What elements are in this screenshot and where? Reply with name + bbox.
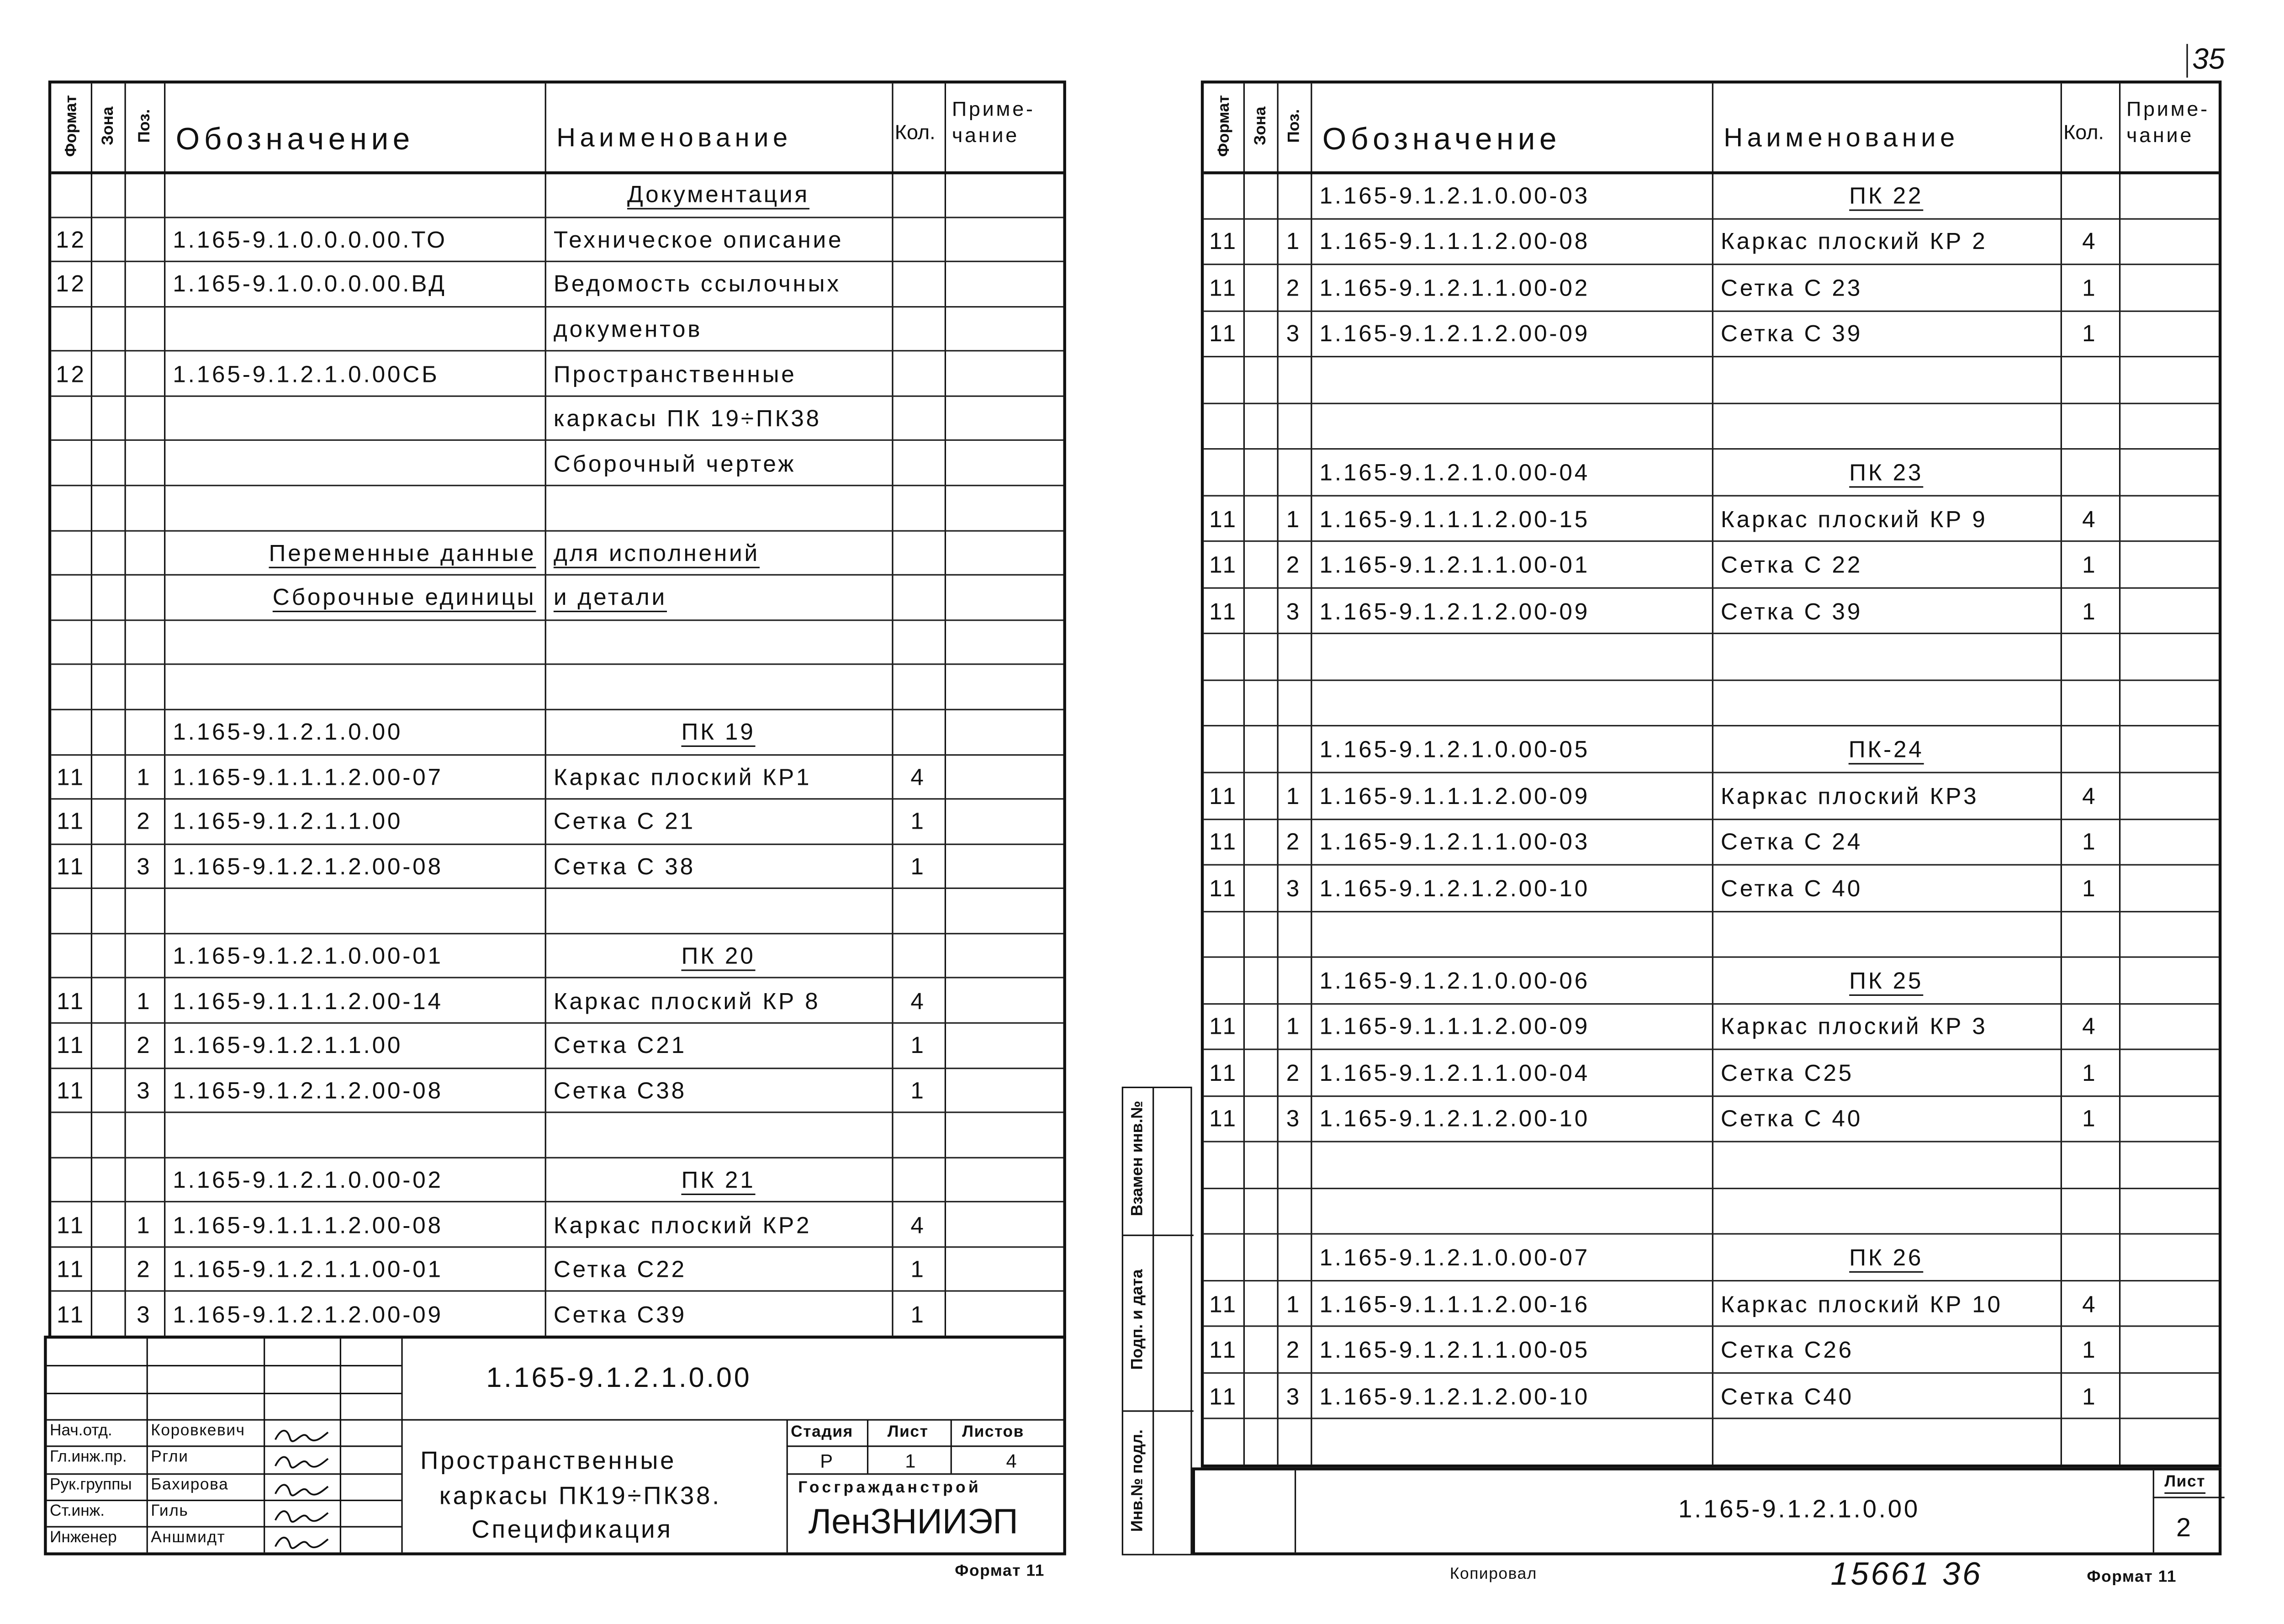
row-name: каркасы ПК 19÷ПК38	[553, 407, 821, 433]
row-name: Каркас плоский КР 2	[1720, 230, 1988, 255]
row-format: 11	[1209, 600, 1238, 625]
row-position: 1	[1286, 507, 1302, 533]
row-format: 11	[57, 1258, 85, 1283]
row-designation: 1.165-9.1.1.1.2.00-08	[173, 1213, 443, 1238]
handwritten-signature-icon	[272, 1505, 331, 1523]
table-row	[51, 709, 1063, 753]
header-designation: Обозначение	[175, 123, 414, 157]
table-row	[51, 664, 1063, 709]
table-row	[1204, 1326, 2219, 1372]
row-position: 1	[137, 1213, 152, 1238]
sheets-value: 4	[1006, 1449, 1019, 1472]
row-position: 2	[1286, 831, 1302, 856]
header-note: Приме-чание	[2126, 96, 2210, 147]
table-row	[51, 933, 1063, 978]
title-line-3: Спецификация	[471, 1516, 673, 1544]
table-row	[1204, 449, 2219, 495]
row-format: 11	[1209, 1292, 1238, 1318]
row-format: 11	[57, 1303, 85, 1328]
sheet-value: 1	[905, 1449, 918, 1472]
row-designation: 1.165-9.1.2.1.1.00	[173, 1034, 403, 1059]
table-row	[1204, 772, 2219, 818]
row-position: 1	[1286, 230, 1302, 255]
row-designation: 1.165-9.1.2.1.0.00-05	[1319, 738, 1590, 763]
table-row	[1204, 495, 2219, 541]
table-row	[1204, 402, 2219, 449]
row-designation: 1.165-9.1.2.1.1.00-02	[1319, 276, 1590, 302]
row-name: ПК 20	[681, 945, 756, 970]
row-designation: 1.165-9.1.1.1.2.00-09	[1319, 784, 1590, 809]
row-format: 11	[1209, 1338, 1238, 1364]
row-quantity: 4	[2082, 507, 2098, 533]
org-ministry: Госгражданстрой	[798, 1479, 982, 1497]
row-name: Сетка С 24	[1720, 831, 1863, 856]
header-format: Формат	[1215, 95, 1232, 157]
header-designation: Обозначение	[1322, 123, 1561, 157]
row-format: 11	[1209, 276, 1238, 302]
row-position: 2	[137, 810, 152, 836]
row-format: 11	[57, 765, 85, 791]
row-designation: Переменные данные	[269, 541, 536, 567]
row-format: 11	[1209, 1015, 1238, 1041]
title-line-2: каркасы ПК19÷ПК38.	[439, 1482, 722, 1510]
table-row	[1204, 679, 2219, 725]
row-designation: 1.165-9.1.2.1.2.00-10	[1319, 1385, 1590, 1410]
row-designation: 1.165-9.1.2.1.2.00-10	[1319, 1108, 1590, 1133]
right-block-sheet-label: Лист	[2164, 1473, 2206, 1491]
table-row	[51, 1067, 1063, 1112]
row-name: Сетка С 38	[553, 855, 696, 880]
header-note: Приме-чание	[952, 96, 1035, 147]
row-format: 11	[57, 1079, 85, 1104]
row-quantity: 1	[910, 810, 926, 836]
row-name: Каркас плоский КР3	[1720, 784, 1979, 809]
row-format: 11	[1209, 784, 1238, 809]
row-name: Сетка С 23	[1720, 276, 1863, 302]
table-row	[51, 261, 1063, 306]
row-position: 3	[137, 1079, 152, 1104]
handwritten-signature-icon	[272, 1425, 331, 1442]
row-name: ПК 21	[681, 1169, 756, 1194]
row-name: ПК 22	[1849, 184, 1924, 209]
row-format: 11	[1209, 1108, 1238, 1133]
table-row	[51, 350, 1063, 395]
row-designation: 1.165-9.1.2.1.2.00-09	[1319, 600, 1590, 625]
row-format: 11	[1209, 877, 1238, 902]
side-strip-signature-label: Подп. и дата	[1129, 1269, 1147, 1370]
row-quantity: 1	[2082, 877, 2098, 902]
header-quantity: Кол.	[2063, 120, 2104, 144]
table-row	[51, 978, 1063, 1022]
row-name: Сетка С 40	[1720, 877, 1863, 902]
row-format: 12	[56, 273, 86, 298]
header-zone: Зона	[1251, 106, 1269, 145]
row-position: 1	[1286, 1292, 1302, 1318]
row-name: Каркас плоский КР 9	[1720, 507, 1988, 533]
row-position: 3	[1286, 877, 1302, 902]
row-quantity: 4	[2082, 784, 2098, 809]
table-row	[51, 798, 1063, 843]
table-row	[51, 888, 1063, 932]
row-name: Сетка С38	[553, 1079, 687, 1104]
table-row	[51, 306, 1063, 350]
row-designation: Сборочные единицы	[272, 586, 536, 612]
row-designation: 1.165-9.1.2.1.0.00-06	[1319, 969, 1590, 995]
footer-archive-stamp: 15661 36	[1830, 1555, 1983, 1592]
row-quantity: 1	[2082, 1062, 2098, 1087]
row-position: 3	[1286, 600, 1302, 625]
row-position: 3	[1286, 1385, 1302, 1410]
header-name: Наименование	[1724, 123, 1959, 153]
header-quantity: Кол.	[894, 120, 936, 144]
table-row	[51, 1201, 1063, 1246]
row-quantity: 1	[910, 855, 926, 880]
row-name: Сетка С 21	[553, 810, 696, 836]
row-designation: 1.165-9.1.2.1.1.00-01	[1319, 553, 1590, 579]
row-name: Сетка С26	[1720, 1338, 1854, 1364]
row-position: 1	[137, 989, 152, 1015]
row-position: 1	[1286, 784, 1302, 809]
table-row	[1204, 587, 2219, 633]
row-name: документов	[553, 317, 703, 343]
row-designation: 1.165-9.1.2.1.2.00-08	[173, 855, 443, 880]
handwritten-signature-icon	[272, 1532, 331, 1550]
header-format: Формат	[62, 95, 80, 157]
table-row	[51, 619, 1063, 664]
row-name: Сборочный чертеж	[553, 452, 796, 477]
row-designation: 1.165-9.1.1.1.2.00-14	[173, 989, 443, 1015]
row-designation: 1.165-9.1.1.1.2.00-15	[1319, 507, 1590, 533]
table-row	[1204, 217, 2219, 264]
row-name: ПК 23	[1849, 461, 1924, 487]
row-name: Ведомость ссылочных	[553, 273, 841, 298]
side-strip-replacement-label: Взамен инв.№	[1129, 1100, 1147, 1217]
row-name: и детали	[553, 586, 667, 612]
row-quantity: 1	[2082, 323, 2098, 348]
table-row	[1204, 633, 2219, 679]
row-position: 3	[1286, 1108, 1302, 1133]
table-row	[1204, 356, 2219, 402]
table-row	[51, 1246, 1063, 1291]
row-format: 11	[1209, 831, 1238, 856]
table-row	[1204, 264, 2219, 310]
table-row	[51, 1022, 1063, 1067]
side-strip-inventory-label: Инв.№ подл.	[1129, 1429, 1147, 1532]
header-zone: Зона	[99, 106, 116, 145]
row-name: для исполнений	[553, 541, 760, 567]
row-format: 11	[57, 855, 85, 880]
table-row	[51, 171, 1063, 216]
row-position: 2	[1286, 276, 1302, 302]
row-designation: 1.165-9.1.1.1.2.00-08	[1319, 230, 1590, 255]
side-strip	[1122, 1087, 1192, 1555]
row-name: Каркас плоский КР1	[553, 765, 812, 791]
row-quantity: 1	[2082, 831, 2098, 856]
row-designation: 1.165-9.1.2.1.0.00-01	[173, 945, 443, 970]
row-name: ПК 25	[1849, 969, 1924, 995]
right-block-sheet-number: 2	[2176, 1513, 2193, 1542]
row-designation: 1.165-9.1.2.1.1.00-03	[1319, 831, 1590, 856]
signature-name: Гиль	[151, 1502, 189, 1520]
row-designation: 1.165-9.1.2.1.0.00-07	[1319, 1246, 1590, 1271]
table-row	[1204, 1003, 2219, 1049]
table-row	[1204, 910, 2219, 957]
footer-format-right: Формат 11	[2087, 1568, 2177, 1586]
table-row	[51, 1157, 1063, 1201]
sheets-label: Листов	[962, 1423, 1024, 1441]
row-name: Сетка С40	[1720, 1385, 1854, 1410]
row-position: 2	[1286, 1338, 1302, 1364]
handwritten-signature-icon	[272, 1452, 331, 1469]
left-spec-table	[48, 80, 1066, 1338]
table-row	[51, 529, 1063, 574]
row-name: Сетка С 39	[1720, 323, 1863, 348]
table-row	[51, 440, 1063, 485]
row-quantity: 1	[2082, 553, 2098, 579]
row-position: 2	[1286, 553, 1302, 579]
row-designation: 1.165-9.1.2.1.1.00-01	[173, 1258, 443, 1283]
row-designation: 1.165-9.1.1.1.2.00-16	[1319, 1292, 1590, 1318]
header-position: Поз.	[1285, 109, 1303, 143]
row-format: 11	[1209, 1385, 1238, 1410]
row-name: Документация	[627, 183, 810, 209]
signature-name: Ргли	[151, 1449, 189, 1466]
row-designation: 1.165-9.1.1.1.2.00-07	[173, 765, 443, 791]
signature-role: Ст.инж.	[50, 1502, 105, 1520]
table-row	[1204, 1141, 2219, 1187]
handwritten-signature-icon	[272, 1478, 331, 1496]
row-quantity: 1	[910, 1303, 926, 1328]
row-format: 11	[57, 1213, 85, 1238]
table-row	[1204, 864, 2219, 910]
table-row	[1204, 1418, 2219, 1465]
row-name: Сетка С 22	[1720, 553, 1863, 579]
row-name: Сетка С25	[1720, 1062, 1854, 1087]
table-row	[1204, 1187, 2219, 1233]
row-designation: 1.165-9.1.2.1.2.00-08	[173, 1079, 443, 1104]
row-position: 2	[1286, 1062, 1302, 1087]
table-row	[51, 843, 1063, 888]
row-format: 11	[57, 1034, 85, 1059]
signature-role: Нач.отд.	[50, 1422, 112, 1440]
row-name: Каркас плоский КР 8	[553, 989, 820, 1015]
table-row	[51, 753, 1063, 798]
row-designation: 1.165-9.1.2.1.0.00-04	[1319, 461, 1590, 487]
row-designation: 1.165-9.1.1.1.2.00-09	[1319, 1015, 1590, 1041]
header-position: Поз.	[135, 109, 153, 143]
row-name: Каркас плоский КР 3	[1720, 1015, 1988, 1041]
row-name: Каркас плоский КР2	[553, 1213, 812, 1238]
signature-name: Аншмидт	[151, 1529, 226, 1547]
row-designation: 1.165-9.1.2.1.0.00-02	[173, 1169, 443, 1194]
row-position: 1	[1286, 1015, 1302, 1041]
stage-value: Р	[820, 1449, 835, 1472]
row-position: 2	[137, 1034, 152, 1059]
table-row	[1204, 171, 2219, 217]
row-name: Сетка С22	[553, 1258, 687, 1283]
row-quantity: 4	[910, 989, 926, 1015]
row-quantity: 4	[910, 1213, 926, 1238]
row-quantity: 1	[910, 1034, 926, 1059]
row-format: 12	[56, 362, 86, 388]
footer-format-left: Формат 11	[955, 1562, 1045, 1581]
row-format: 11	[1209, 230, 1238, 255]
row-designation: 1.165-9.1.2.1.1.00	[173, 810, 403, 836]
row-designation: 1.165-9.1.2.1.2.00-09	[1319, 323, 1590, 348]
row-position: 3	[137, 855, 152, 880]
row-designation: 1.165-9.1.0.0.0.00.ВД	[173, 273, 447, 298]
row-designation: 1.165-9.1.2.1.0.00-03	[1319, 184, 1590, 209]
row-name: ПК 26	[1849, 1246, 1924, 1271]
row-name: ПК-24	[1848, 738, 1924, 763]
page-number: 35	[2186, 44, 2225, 78]
right-block-designation: 1.165-9.1.2.1.0.00	[1678, 1495, 1920, 1523]
row-name: ПК 19	[681, 720, 756, 746]
table-row	[1204, 1095, 2219, 1141]
row-format: 11	[1209, 1062, 1238, 1087]
row-quantity: 1	[2082, 276, 2098, 302]
row-name: Сетка С39	[553, 1303, 687, 1328]
table-row	[1204, 1372, 2219, 1418]
row-quantity: 1	[2082, 600, 2098, 625]
signature-name: Бахирова	[151, 1475, 229, 1493]
row-quantity: 1	[2082, 1108, 2098, 1133]
row-quantity: 4	[2082, 1015, 2098, 1041]
row-name: Каркас плоский КР 10	[1720, 1292, 2003, 1318]
row-name: Сетка С 40	[1720, 1108, 1863, 1133]
header-name: Наименование	[556, 123, 792, 153]
row-format: 11	[1209, 507, 1238, 533]
row-designation: 1.165-9.1.2.1.0.00	[173, 720, 403, 746]
row-designation: 1.165-9.1.2.1.1.00-05	[1319, 1338, 1590, 1364]
title-line-1: Пространственные	[420, 1447, 677, 1475]
table-row	[1204, 310, 2219, 356]
row-designation: 1.165-9.1.2.1.2.00-09	[173, 1303, 443, 1328]
row-name: Сетка С21	[553, 1034, 687, 1059]
table-row	[1204, 1049, 2219, 1095]
row-quantity: 1	[2082, 1338, 2098, 1364]
table-row	[1204, 725, 2219, 772]
row-name: Техническое описание	[553, 228, 844, 254]
row-quantity: 4	[2082, 1292, 2098, 1318]
sheet-label: Лист	[887, 1423, 929, 1441]
left-title-block	[44, 1336, 1066, 1555]
row-position: 3	[137, 1303, 152, 1328]
signature-role: Гл.инж.пр.	[50, 1449, 127, 1466]
table-row	[1204, 818, 2219, 864]
row-designation: 1.165-9.1.2.1.2.00-10	[1319, 877, 1590, 902]
signature-name: Коровкевич	[151, 1422, 245, 1440]
footer-copied: Копировал	[1449, 1566, 1537, 1583]
table-row	[51, 574, 1063, 619]
row-name: Пространственные	[553, 362, 797, 388]
row-format: 12	[56, 228, 86, 254]
stage-label: Стадия	[791, 1423, 853, 1441]
row-format: 11	[1209, 553, 1238, 579]
row-quantity: 1	[2082, 1385, 2098, 1410]
row-format: 11	[57, 810, 85, 836]
row-position: 3	[1286, 323, 1302, 348]
table-row	[1204, 957, 2219, 1003]
row-name: Сетка С 39	[1720, 600, 1863, 625]
row-designation: 1.165-9.1.2.1.1.00-04	[1319, 1062, 1590, 1087]
right-title-block	[1192, 1467, 2222, 1555]
row-format: 11	[1209, 323, 1238, 348]
row-position: 1	[137, 765, 152, 791]
table-row	[51, 1291, 1063, 1336]
row-designation: 1.165-9.1.0.0.0.00.ТО	[173, 228, 447, 254]
row-quantity: 4	[910, 765, 926, 791]
table-row	[1204, 1280, 2219, 1326]
row-quantity: 1	[910, 1258, 926, 1283]
right-spec-table	[1201, 80, 2222, 1467]
table-row	[1204, 541, 2219, 587]
row-designation: 1.165-9.1.2.1.0.00СБ	[173, 362, 439, 388]
title-designation: 1.165-9.1.2.1.0.00	[486, 1363, 752, 1395]
row-quantity: 1	[910, 1079, 926, 1104]
table-row	[51, 395, 1063, 440]
org-logo-text: ЛенЗНИИЭП	[808, 1502, 1018, 1542]
row-position: 2	[137, 1258, 152, 1283]
table-row	[51, 485, 1063, 529]
signature-role: Инженер	[50, 1529, 117, 1547]
table-row	[51, 1112, 1063, 1157]
table-row	[1204, 1233, 2219, 1280]
row-format: 11	[57, 989, 85, 1015]
table-row	[51, 216, 1063, 261]
row-quantity: 4	[2082, 230, 2098, 255]
signature-role: Рук.группы	[50, 1475, 132, 1493]
